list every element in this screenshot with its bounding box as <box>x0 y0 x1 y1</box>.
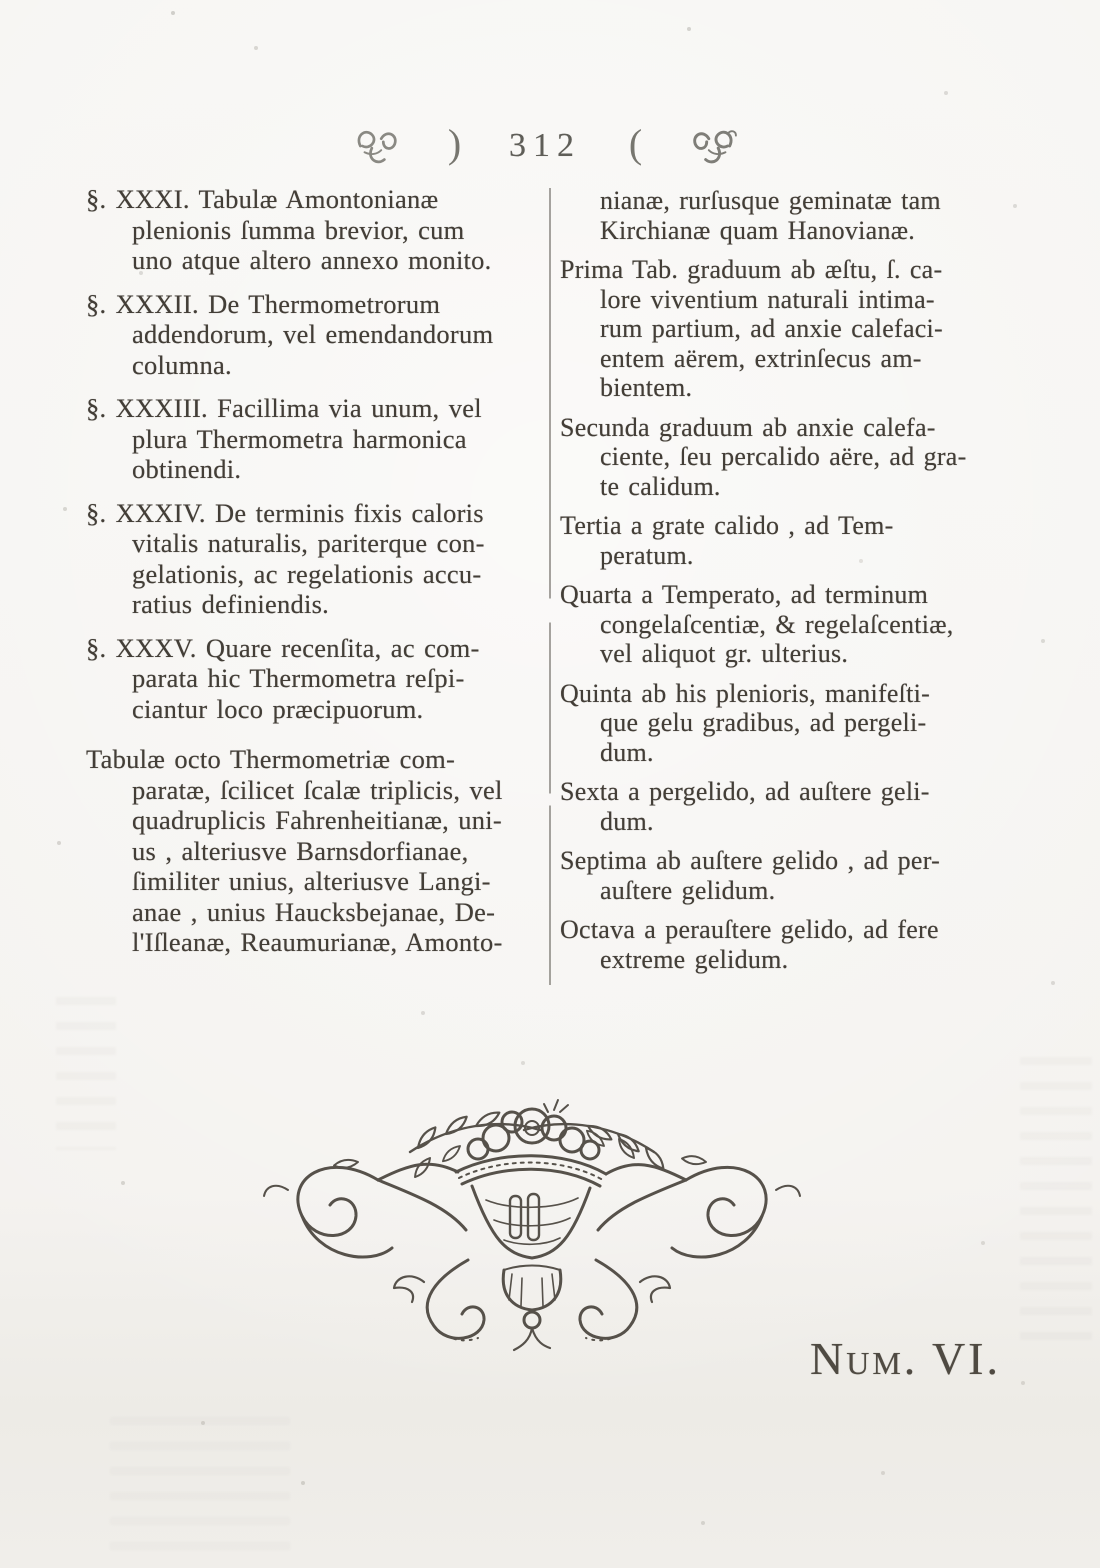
text-line: uno atque altero annexo monito. <box>132 245 492 275</box>
text-line: congelaſcentiæ, & regelaſcentiæ, <box>600 609 954 639</box>
signature-number: Num. VI. <box>810 1333 1001 1384</box>
text-line: ciente, ſeu percalido aëre, ad gra- <box>600 442 967 471</box>
text-line: Quarta a Temperato, ad terminum <box>560 580 929 609</box>
fleuron-icon <box>690 124 738 168</box>
paragraph <box>560 846 1020 905</box>
text-line: que gelu gradibus, ad pergeli- <box>600 708 927 737</box>
bleedthrough-smudge <box>56 980 116 1150</box>
text-line: §. XXXI. Tabulæ Amontonianæ <box>86 184 439 214</box>
text-line: entem aërem, extrinſecus am- <box>600 343 922 373</box>
paragraph <box>86 289 558 381</box>
text-line: auſtere gelidum. <box>600 875 776 905</box>
header-close-paren: ( <box>628 121 643 166</box>
text-line: obtinendi. <box>132 454 242 484</box>
text-line: extreme gelidum. <box>600 944 789 974</box>
paragraph <box>560 580 1020 669</box>
right-column <box>560 186 1020 984</box>
paragraph <box>86 633 558 725</box>
text-line: ratius definiendis. <box>132 589 330 619</box>
text-line: §. XXXIII. Facillima via unum, vel <box>86 393 482 423</box>
bleedthrough-smudge <box>110 1400 290 1550</box>
text-line: rum partium, ad anxie calefaci- <box>600 314 943 343</box>
text-line: peratum. <box>600 540 694 570</box>
text-line: dum. <box>600 806 654 836</box>
text-line: vel aliquot gr. ulterius. <box>600 639 849 668</box>
text-line: gelationis, ac regelationis accu- <box>132 558 482 589</box>
text-line: §. XXXII. De Thermometrorum <box>86 288 441 319</box>
text-line: columna. <box>132 349 232 380</box>
paragraph <box>560 255 1020 403</box>
text-line: Secunda graduum ab anxie calefa- <box>560 412 936 442</box>
text-line: addendorum, vel emendandorum <box>132 319 494 349</box>
text-line: plura Thermometra harmonica <box>132 423 467 454</box>
text-line: paratæ, ſcilicet ſcalæ triplicis, vel <box>132 774 503 805</box>
text-line: ciantur loco præcipuorum. <box>132 693 424 724</box>
paragraph <box>86 184 558 276</box>
text-line: Tabulæ octo Thermometriæ com- <box>86 744 456 774</box>
paragraph <box>86 498 558 620</box>
text-line: plenionis ſumma brevior, cum <box>132 214 465 245</box>
text-line: l'Iſleanæ, Reaumurianæ, Amonto- <box>132 927 503 957</box>
text-line: anae , unius Haucksbejanae, De- <box>132 896 496 927</box>
paragraph <box>86 393 558 485</box>
text-line: ſimiliter unius, alteriusve Langi- <box>132 866 491 896</box>
text-line: lore viventium naturali intima- <box>600 284 935 314</box>
text-line: §. XXXV. Quare recenſita, ac com- <box>86 632 480 663</box>
text-line: dum. <box>600 737 654 767</box>
paragraph <box>86 744 558 958</box>
text-line: parata hic Thermometra reſpi- <box>132 663 465 693</box>
text-line: Tertia a grate calido , ad Tem- <box>560 511 894 540</box>
text-line: Septima ab auſtere gelido , ad per- <box>560 846 940 875</box>
text-line: Prima Tab. graduum ab æſtu, ſ. ca- <box>560 255 943 284</box>
text-line: bientem. <box>600 373 693 402</box>
text-line: quadruplicis Fahrenheitianæ, uni- <box>132 805 502 835</box>
text-line: Kirchianæ quam Hanovianæ. <box>600 215 916 245</box>
text-line: vitalis naturalis, pariterque con- <box>132 528 485 558</box>
text-line: us , alteriusve Barnsdorfianae, <box>132 835 469 866</box>
bleedthrough-smudge <box>1020 1040 1092 1340</box>
paragraph <box>560 915 1020 974</box>
paragraph <box>560 777 1020 836</box>
paragraph <box>560 413 1020 502</box>
page-number: 312 <box>508 127 581 164</box>
header-open-paren: ) <box>447 121 462 166</box>
text-line: §. XXXIV. De terminis fixis caloris <box>86 497 484 528</box>
text-line: nianæ, rurſusque geminatæ tam <box>600 186 941 215</box>
text-line: Octava a perauſtere gelido, ad fere <box>560 915 939 944</box>
left-column <box>86 184 558 971</box>
text-line: Sexta a pergelido, ad auſtere geli- <box>560 777 930 806</box>
paper-specks <box>0 0 2 2</box>
paragraph <box>560 679 1020 768</box>
ornament-vignette <box>258 1086 806 1374</box>
text-line: te calidum. <box>600 471 721 501</box>
page-header <box>352 120 738 172</box>
fleuron-icon <box>352 124 400 168</box>
paragraph <box>560 511 1020 570</box>
paragraph <box>560 186 1020 245</box>
text-line: Quinta ab his plenioris, manifeſti- <box>560 678 930 708</box>
